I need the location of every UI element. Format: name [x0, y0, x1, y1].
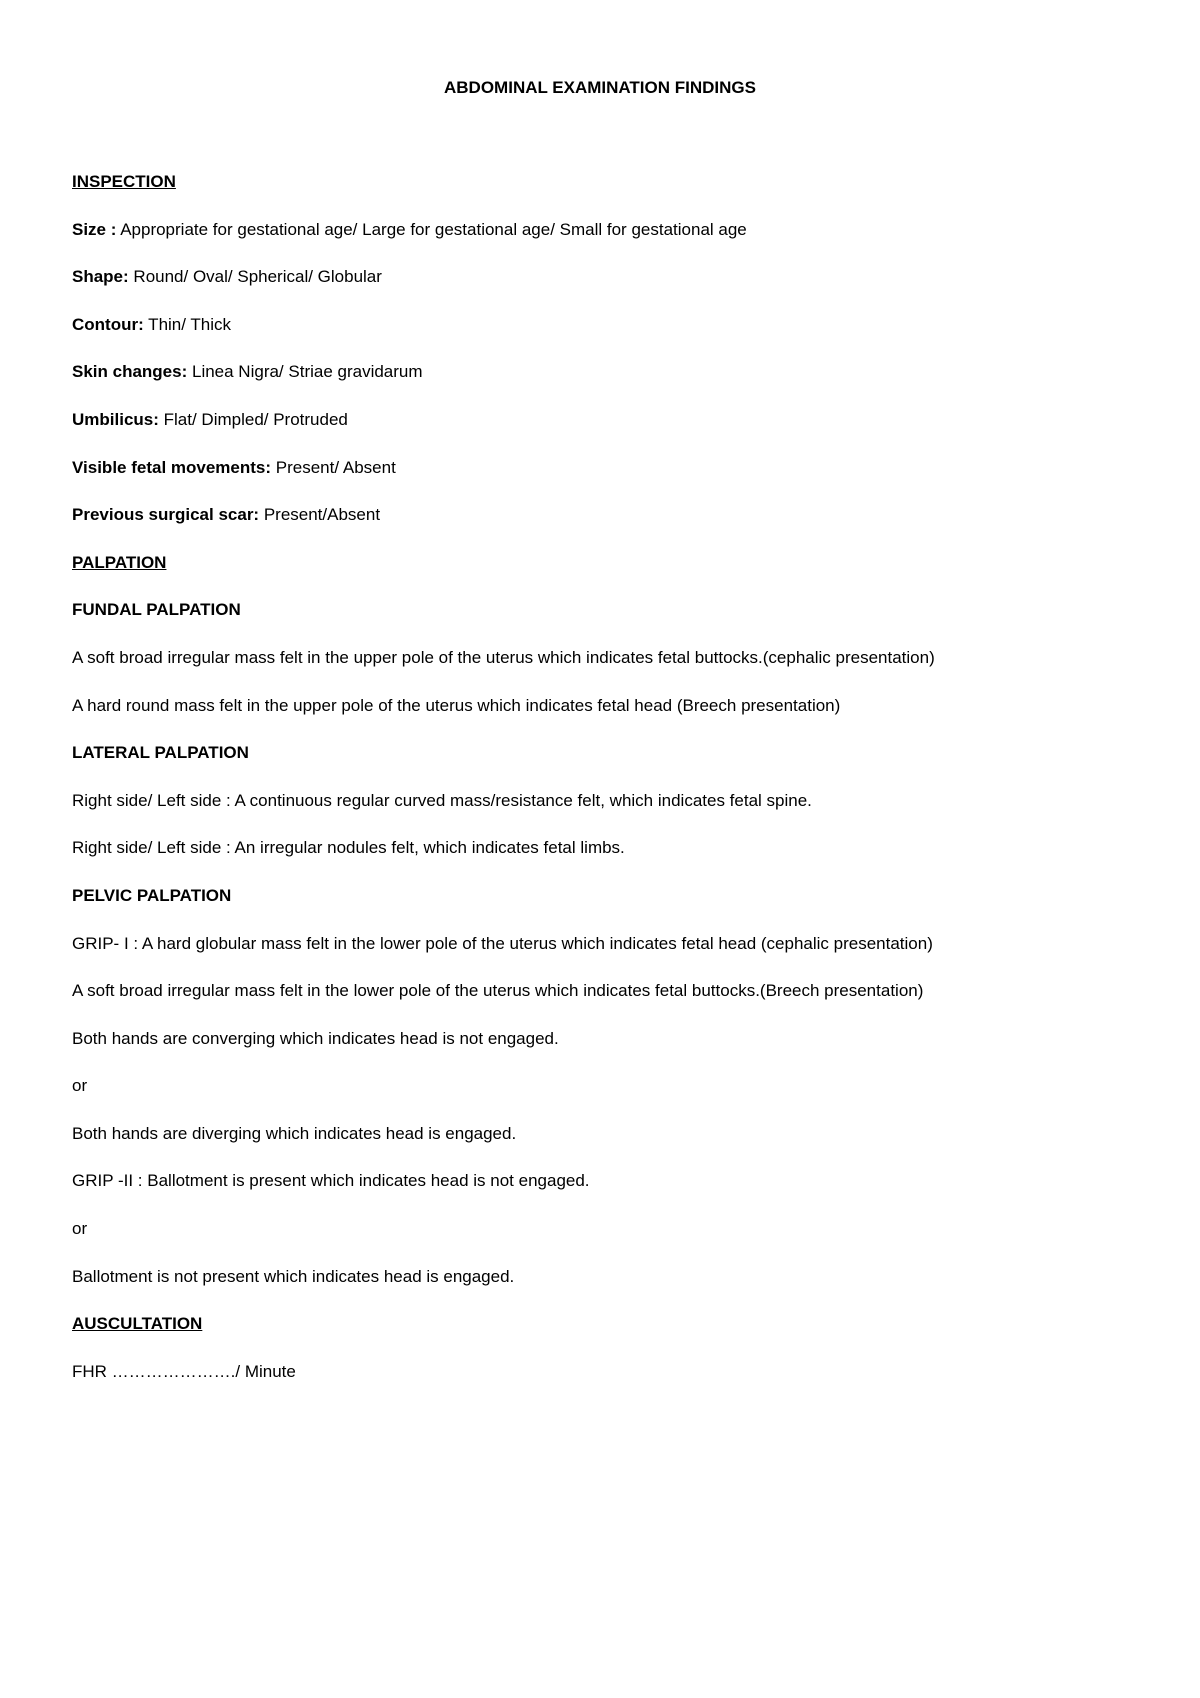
shape-value: Round/ Oval/ Spherical/ Globular [128, 267, 382, 287]
fetal-movements-label: Visible fetal movements: [72, 457, 272, 477]
size-value: Appropriate for gestational age/ Large for gestational age/ Small for gestational age [116, 219, 747, 239]
inspection-heading: INSPECTION [72, 172, 176, 191]
contour-row [72, 314, 1152, 362]
fetal-movements-value: Present/ Absent [271, 457, 396, 477]
document-body [72, 171, 1152, 1408]
grip-1-finding-4: Both hands are diverging which indicates head is engaged. [72, 1123, 517, 1143]
auscultation-section-heading [72, 1313, 1152, 1361]
shape-row [72, 266, 1152, 314]
palpation-section-heading [72, 552, 1152, 600]
contour-value: Thin/ Thick [143, 314, 232, 334]
surgical-scar-label: Previous surgical scar: [72, 505, 260, 525]
grip-1-finding-3: Both hands are converging which indicates head is not engaged. [72, 1028, 559, 1048]
pelvic-palpation-heading: PELVIC PALPATION [72, 885, 232, 905]
grip-2-finding-2: Ballotment is not present which indicates head is engaged. [72, 1266, 515, 1286]
grip-2-finding-1: GRIP -II : Ballotment is present which indicates head is not engaged. [72, 1171, 590, 1191]
surgical-scar-value: Present/Absent [259, 505, 381, 525]
grip-1-finding-2: A soft broad irregular mass felt in the lower pole of the uterus which indicates fetal buttocks.(Breech presentation) [72, 981, 924, 1001]
lateral-finding-1: Right side/ Left side : A continuous regular curved mass/resistance felt, which indicates fetal spine. [72, 790, 812, 810]
skin-changes-label: Skin changes: [72, 362, 188, 382]
skin-changes-value: Linea Nigra/ Striae gravidarum [187, 362, 423, 382]
or-separator-1: or [72, 1076, 88, 1096]
lateral-finding-2: Right side/ Left side : An irregular nodules felt, which indicates fetal limbs. [72, 838, 625, 858]
fundal-palpation-heading: FUNDAL PALPATION [72, 600, 241, 620]
fundal-finding-1: A soft broad irregular mass felt in the upper pole of the uterus which indicates fetal buttocks.(cephalic presentation) [72, 647, 935, 667]
skin-changes-row [72, 361, 1152, 409]
lateral-palpation-heading: LATERAL PALPATION [72, 743, 249, 763]
size-row [72, 219, 1152, 267]
grip-1-finding-1: GRIP- I : A hard globular mass felt in the lower pole of the uterus which indicates fetal head (cephalic presentation) [72, 933, 933, 953]
palpation-heading: PALPATION [72, 552, 167, 572]
fundal-finding-2: A hard round mass felt in the upper pole of the uterus which indicates fetal head (Breech presentation) [72, 695, 841, 715]
or-separator-2: or [72, 1219, 88, 1239]
umbilicus-label: Umbilicus: [72, 409, 159, 429]
umbilicus-row [72, 409, 1152, 457]
shape-label: Shape: [72, 267, 129, 287]
page-title: ABDOMINAL EXAMINATION FINDINGS [444, 78, 756, 97]
fhr-line: FHR …………………./ Minute [72, 1361, 296, 1381]
auscultation-heading: AUSCULTATION [72, 1314, 203, 1334]
umbilicus-value: Flat/ Dimpled/ Protruded [158, 409, 348, 429]
inspection-section-heading [72, 171, 1152, 219]
size-label: Size : [72, 219, 117, 239]
contour-label: Contour: [72, 314, 144, 334]
surgical-scar-row [72, 504, 1152, 552]
fetal-movements-row [72, 457, 1152, 505]
